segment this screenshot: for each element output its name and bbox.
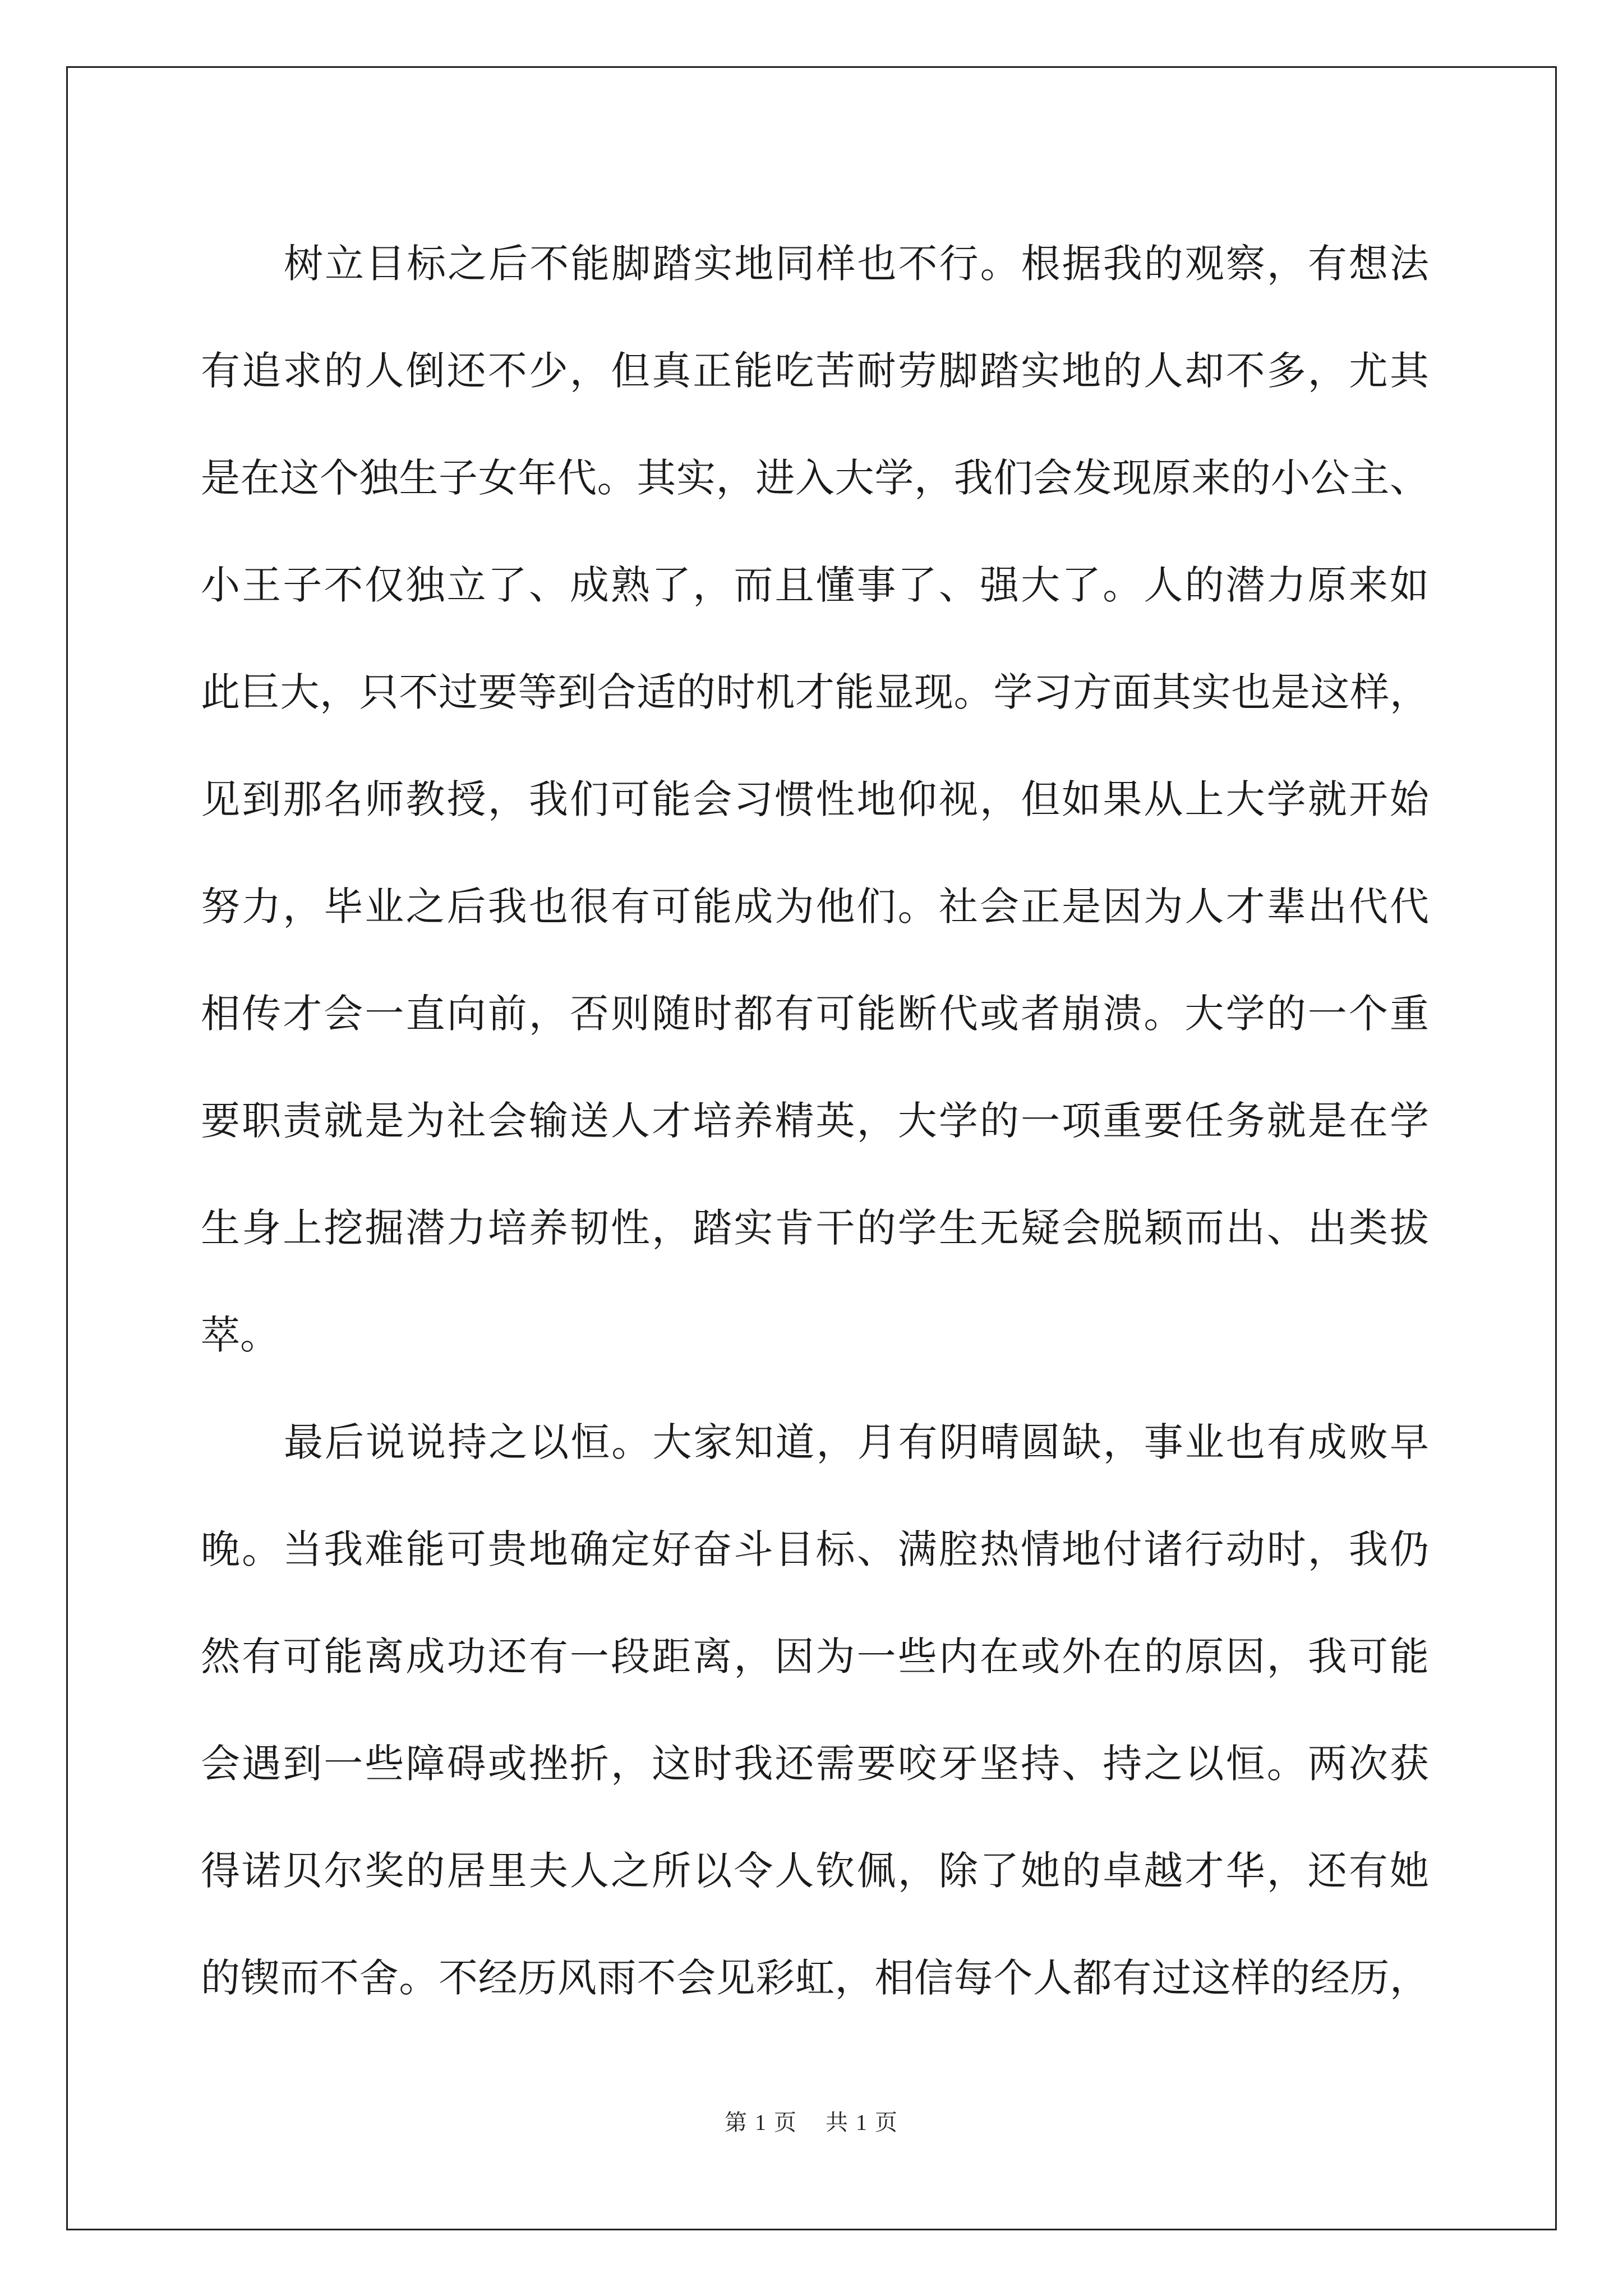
- page-number-current: 第 1 页: [725, 2110, 797, 2135]
- paragraph-1-line-6: 见到那名师教授，我们可能会习惯性地仰视，但如果从上大学就开始: [201, 776, 1429, 822]
- page-footer: [0, 2105, 1623, 2137]
- paragraph-1-line-4: 小王子不仅独立了、成熟了，而且懂事了、强大了。人的潜力原来如: [201, 562, 1429, 608]
- paragraph-2-line-1: 最后说说持之以恒。大家知道，月有阴晴圆缺，事业也有成败早: [284, 1419, 1429, 1465]
- paragraph-1-line-10: 生身上挖掘潜力培养韧性，踏实肯干的学生无疑会脱颖而出、出类拔: [201, 1205, 1429, 1251]
- paragraph-2-line-3: 然有可能离成功还有一段距离，因为一些内在或外在的原因，我可能: [201, 1634, 1429, 1680]
- paragraph-1-line-8: 相传才会一直向前，否则随时都有可能断代或者崩溃。大学的一个重: [201, 991, 1429, 1037]
- paragraph-1-line-2: 有追求的人倒还不少，但真正能吃苦耐劳脚踏实地的人却不多，尤其: [201, 348, 1429, 394]
- paragraph-1-line-3: 是在这个独生子女年代。其实，进入大学，我们会发现原来的小公主、: [201, 455, 1429, 501]
- page-number-total: 共 1 页: [826, 2110, 898, 2135]
- paragraph-1-line-5: 此巨大，只不过要等到合适的时机才能显现。学习方面其实也是这样，: [201, 669, 1429, 715]
- paragraph-2-line-6: 的锲而不舍。不经历风雨不会见彩虹，相信每个人都有过这样的经历，: [201, 1955, 1429, 2001]
- paragraph-1-line-11: 萃。: [201, 1312, 279, 1358]
- paragraph-1-line-7: 努力，毕业之后我也很有可能成为他们。社会正是因为人才辈出代代: [201, 884, 1429, 930]
- paragraph-1-line-9: 要职责就是为社会输送人才培养精英，大学的一项重要任务就是在学: [201, 1098, 1429, 1144]
- paragraph-2-line-4: 会遇到一些障碍或挫折，这时我还需要咬牙坚持、持之以恒。两次获: [201, 1741, 1429, 1787]
- paragraph-2-line-5: 得诺贝尔奖的居里夫人之所以令人钦佩，除了她的卓越才华，还有她: [201, 1848, 1429, 1894]
- paragraph-1-line-1: 树立目标之后不能脚踏实地同样也不行。根据我的观察，有想法: [284, 241, 1429, 287]
- document-body: [201, 210, 1429, 2032]
- paragraph-2-line-2: 晚。当我难能可贵地确定好奋斗目标、满腔热情地付诸行动时，我仍: [201, 1526, 1429, 1572]
